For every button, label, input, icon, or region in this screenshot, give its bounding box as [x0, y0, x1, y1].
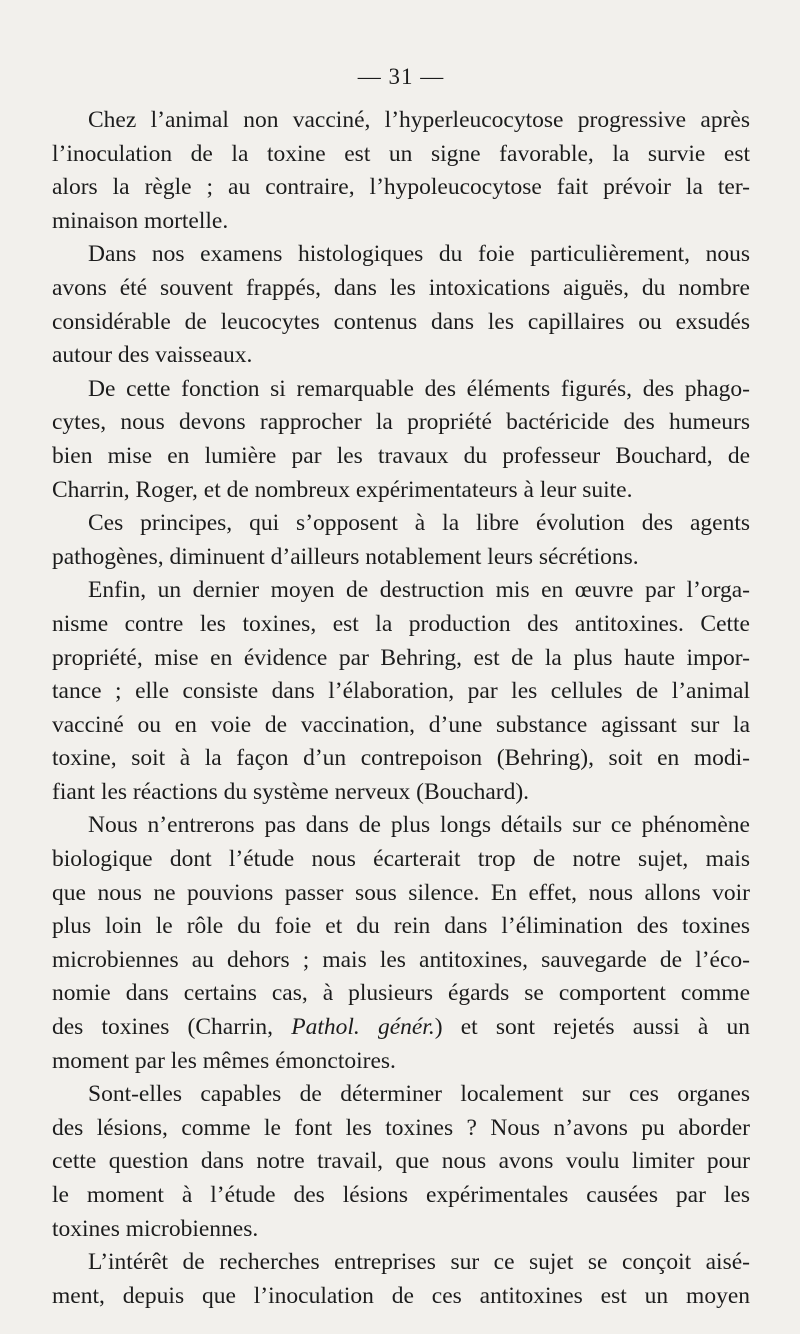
text-line: cette question dans notre travail, que nous avons voulu limiter pour: [52, 1148, 750, 1175]
text-line: alors la règle ; au contraire, l’hypoleucocytose fait prévoir la ter-: [52, 174, 750, 201]
text-line: bien mise en lumière par les travaux du professeur Bouchard, de: [52, 442, 750, 469]
text-line: considérable de leucocytes contenus dans les capillaires ou exsudés: [52, 308, 750, 335]
body-text: [52, 104, 750, 1313]
text-line: le moment à l’étude des lésions expérimentales causées par les: [52, 1182, 750, 1208]
text-line: minaison mortelle.: [52, 207, 229, 234]
text-line: ment, depuis que l’inoculation de ces antitoxines est un moyen: [52, 1282, 750, 1309]
text-line: L’intérêt de recherches entreprises sur ce sujet se conçoit aisé-: [88, 1249, 750, 1276]
text-line: biologique dont l’étude nous écarterait trop de notre sujet, mais: [52, 846, 750, 873]
text-line: pathogènes, diminuent d’ailleurs notablement leurs sécrétions.: [52, 543, 639, 570]
text-line: autour des vaisseaux.: [52, 342, 253, 369]
text-segment: des toxines (Charrin,: [52, 1014, 292, 1041]
text-line: Nous n’entrerons pas dans de plus longs détails sur ce phénomène: [88, 812, 750, 839]
text-line: [52, 1011, 750, 1045]
text-line: microbiennes au dehors ; mais les antitoxines, sauvegarde de l’éco-: [52, 946, 750, 973]
text-line: De cette fonction si remarquable des éléments figurés, des phago-: [88, 375, 750, 402]
text-line: Enfin, un dernier moyen de destruction mis en œuvre par l’orga-: [88, 577, 750, 604]
text-line: tance ; elle consiste dans l’élaboration, par les cellules de l’animal: [52, 678, 750, 705]
text-line: nomie dans certains cas, à plusieurs égards se comportent comme: [52, 980, 750, 1007]
text-segment: ) et sont rejetés aussi à un: [434, 1014, 750, 1041]
text-line: Dans nos examens histologiques du foie particulièrement, nous: [88, 241, 750, 268]
text-line: plus loin le rôle du foie et du rein dans l’élimination des toxines: [52, 913, 750, 940]
text-line: cytes, nous devons rapprocher la propriété bactéricide des humeurs: [52, 409, 750, 436]
text-line: propriété, mise en évidence par Behring, est de la plus haute impor-: [52, 644, 750, 671]
text-line: toxines microbiennes.: [52, 1215, 259, 1242]
text-line: avons été souvent frappés, dans les intoxications aiguës, du nombre: [52, 274, 750, 301]
page-number: — 31 —: [357, 64, 445, 89]
text-line: fiant les réactions du système nerveux (Bouchard).: [52, 778, 530, 805]
text-line: des lésions, comme le font les toxines ? Nous n’avons pu aborder: [52, 1114, 750, 1141]
text-line: Chez l’animal non vacciné, l’hyperleucocytose progressive après: [88, 107, 750, 133]
italic-citation: Pathol. génér.: [291, 1014, 435, 1041]
text-line: Charrin, Roger, et de nombreux expérimentateurs à leur suite.: [52, 476, 633, 503]
text-line: que nous ne pouvions passer sous silence. En effet, nous allons voir: [52, 879, 750, 906]
text-line: toxine, soit à la façon d’un contrepoison (Behring), soit en modi-: [52, 745, 750, 772]
text-line: Ces principes, qui s’opposent à la libre évolution des agents: [88, 510, 750, 537]
text-line: Sont-elles capables de déterminer localement sur ces organes: [88, 1081, 750, 1108]
text-line: vacciné ou en voie de vaccination, d’une substance agissant sur la: [52, 711, 750, 738]
text-line: l’inoculation de la toxine est un signe favorable, la survie est: [52, 140, 750, 167]
text-line: nisme contre les toxines, est la production des antitoxines. Cette: [52, 610, 750, 637]
text-line: moment par les mêmes émonctoires.: [52, 1047, 396, 1074]
